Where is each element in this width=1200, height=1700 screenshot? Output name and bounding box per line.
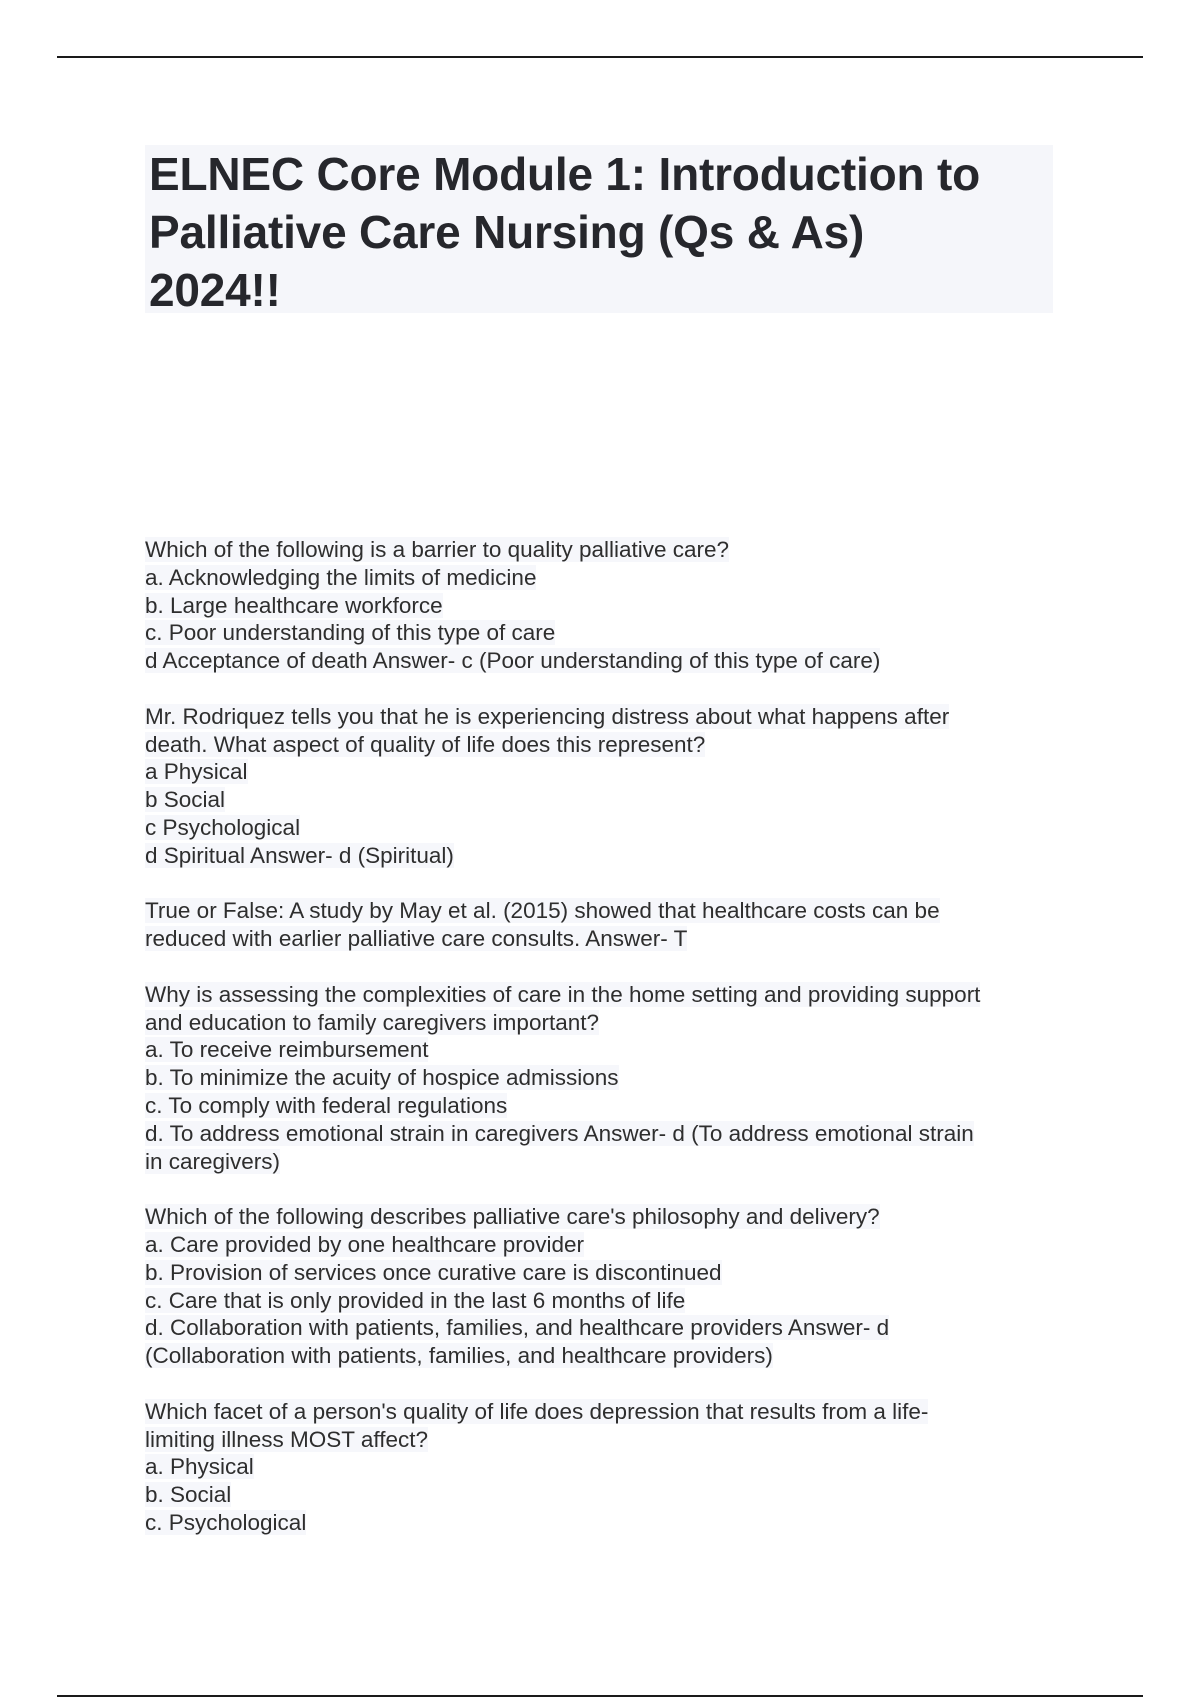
- question-text: limiting illness MOST affect?: [145, 1426, 429, 1452]
- question-block-3: [145, 897, 1065, 953]
- question-block-4: [145, 981, 1065, 1176]
- answer-option-with-answer: d Spiritual Answer- d (Spiritual): [145, 842, 454, 868]
- document-title-block: [145, 145, 1053, 316]
- answer-option: a. Acknowledging the limits of medicine: [145, 564, 537, 590]
- answer-option: a. Physical: [145, 1454, 254, 1480]
- document-title: [149, 145, 1049, 319]
- question-text: Mr. Rodriquez tells you that he is experiencing distress about what happens after: [145, 703, 950, 729]
- question-block-1: [145, 536, 1065, 675]
- question-text: Which facet of a person's quality of life does depression that results from a life-: [145, 1398, 929, 1424]
- question-text: True or False: A study by May et al. (2015) showed that healthcare costs can be: [145, 898, 940, 924]
- answer-option: b. Social: [145, 1482, 232, 1508]
- answer-option: b Social: [145, 787, 226, 813]
- answer-option: b. To minimize the acuity of hospice admissions: [145, 1065, 619, 1091]
- answer-option-with-answer: d. Collaboration with patients, families, and healthcare providers Answer- d: [145, 1315, 890, 1341]
- question-text: death. What aspect of quality of life does this represent?: [145, 731, 706, 757]
- answer-option-with-answer: d. To address emotional strain in caregivers Answer- d (To address emotional strain: [145, 1120, 974, 1146]
- answer-option: b. Large healthcare workforce: [145, 592, 443, 618]
- answer-option: b. Provision of services once curative care is discontinued: [145, 1259, 722, 1285]
- question-text: and education to family caregivers important?: [145, 1009, 599, 1035]
- title-line: 2024!!: [149, 264, 281, 316]
- answer-option: c. Poor understanding of this type of care: [145, 620, 556, 646]
- answer-option: c. To comply with federal regulations: [145, 1092, 508, 1118]
- question-block-2: [145, 703, 1065, 870]
- answer-continuation: (Collaboration with patients, families, and healthcare providers): [145, 1343, 773, 1369]
- title-line: ELNEC Core Module 1: Introduction to: [149, 148, 980, 200]
- answer-option: a Physical: [145, 759, 248, 785]
- answer-option-with-answer: d Acceptance of death Answer- c (Poor understanding of this type of care): [145, 648, 881, 674]
- top-rule: [57, 56, 1143, 58]
- question-text: Which of the following describes palliative care's philosophy and delivery?: [145, 1204, 880, 1230]
- question-block-5: [145, 1203, 1065, 1370]
- answer-option: a. To receive reimbursement: [145, 1037, 429, 1063]
- question-text-with-answer: reduced with earlier palliative care consults. Answer- T: [145, 926, 688, 952]
- answer-option: a. Care provided by one healthcare provider: [145, 1231, 585, 1257]
- answer-continuation: in caregivers): [145, 1148, 281, 1174]
- question-block-6: [145, 1398, 1065, 1537]
- answer-option: c. Psychological: [145, 1509, 307, 1535]
- question-text: Which of the following is a barrier to quality palliative care?: [145, 537, 730, 562]
- question-text: Why is assessing the complexities of care in the home setting and providing support: [145, 981, 981, 1007]
- answer-option: c. Care that is only provided in the last 6 months of life: [145, 1287, 686, 1313]
- title-line: Palliative Care Nursing (Qs & As): [149, 206, 865, 258]
- qa-content: [145, 536, 1065, 1564]
- answer-option: c Psychological: [145, 814, 301, 840]
- bottom-rule: [57, 1695, 1143, 1697]
